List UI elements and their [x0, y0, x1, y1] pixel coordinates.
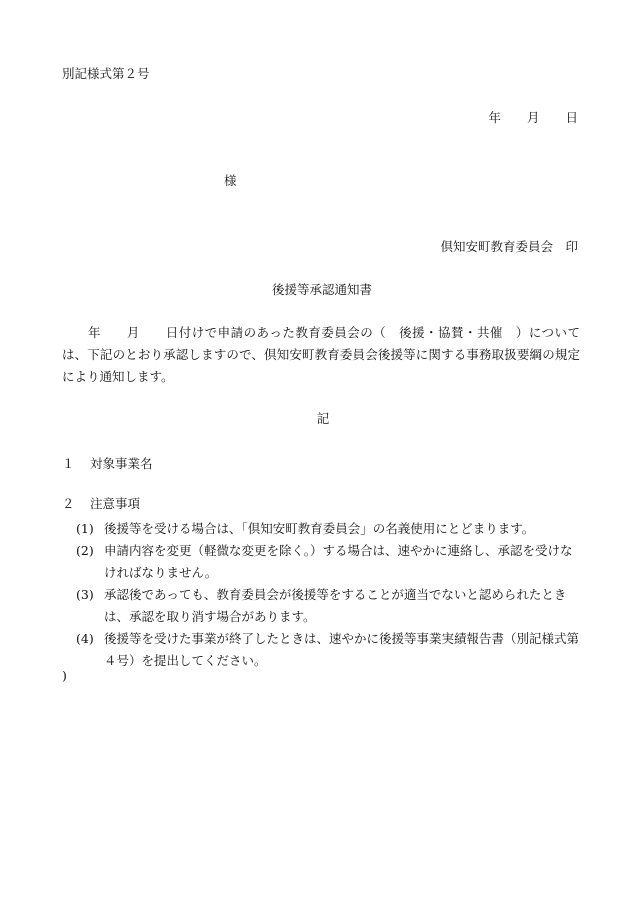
closing-mark: ): [62, 668, 67, 683]
note-number: (4): [76, 631, 94, 646]
note-text: 後援等を受けた事業が終了したときは、速やかに後援等事業実績報告書（別記様式第４号）を提出してください。: [104, 631, 580, 668]
section-number: １: [62, 456, 75, 471]
document-title: 後援等承認通知書: [271, 282, 372, 297]
issuer: 倶知安町教育委員会 印: [440, 239, 578, 254]
note-item: [62, 540, 582, 584]
note-item: [62, 628, 582, 672]
section-number: ２: [62, 496, 75, 511]
note-item: [62, 584, 582, 628]
section-label: 対象事業名: [90, 456, 153, 471]
note-text: 申請内容を変更（軽微な変更を除く。）する場合は、速やかに連絡し、承認を受けなければなりません。: [104, 543, 573, 580]
notes-list: [62, 518, 582, 672]
date-line: [488, 110, 578, 125]
note-text: 後援等を受ける場合は、「倶知安町教育委員会」の名義使用にとどまります。: [104, 521, 535, 536]
note-number: (3): [76, 587, 94, 602]
note-text: 承認後であっても、教育委員会が後援等をすることが適当でないと認められたときは、承認を取り消す場合があります。: [104, 587, 567, 624]
date-day: 日: [565, 110, 578, 125]
section-notes: [62, 496, 140, 511]
form-number: 別記様式第２号: [62, 66, 150, 81]
body-paragraph: 年 月 日付けで申請のあった教育委員会の（ 後援・協賛・共催 ）については、下記のとおり承認しますので、倶知安町教育委員会後援等に関する事務取扱要綱の規定により通知します。: [62, 325, 580, 384]
addressee-suffix: 様: [224, 173, 237, 188]
date-month: 月: [526, 110, 540, 125]
note-number: (1): [76, 521, 94, 536]
section-label: 注意事項: [90, 496, 141, 511]
section-target-event: [62, 456, 153, 471]
date-year: 年: [488, 110, 501, 125]
note-number: (2): [76, 543, 94, 558]
note-item: [62, 518, 582, 540]
ki-heading: 記: [316, 411, 330, 426]
